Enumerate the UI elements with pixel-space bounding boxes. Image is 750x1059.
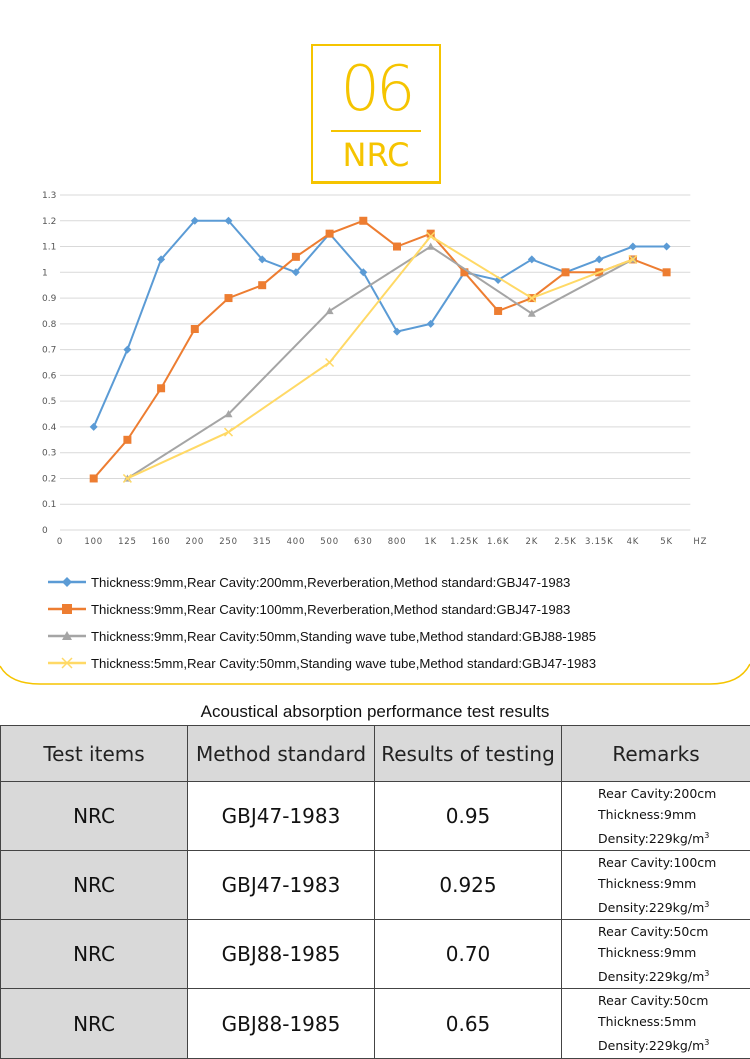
y-tick-label: 0.7 <box>42 346 56 356</box>
cell-remarks <box>562 782 750 851</box>
table-header-row <box>1 726 750 782</box>
x-tick-label: 125 <box>118 537 137 547</box>
header-test-items: Test items <box>1 726 188 782</box>
data-point <box>393 243 401 251</box>
section-number: 06 <box>313 52 439 125</box>
data-point <box>225 294 233 302</box>
data-point <box>663 268 671 276</box>
remark-density: $Density:229kg/m^3$ <box>598 963 749 987</box>
x-tick-label: 500 <box>320 537 339 547</box>
remark-cavity: Rear Cavity:50cm <box>598 921 749 942</box>
data-point <box>90 474 98 482</box>
remark-thickness: Thickness:5mm <box>598 1011 749 1032</box>
header-method-standard: Method standard <box>188 726 375 782</box>
x-tick-label: 315 <box>253 537 272 547</box>
remark-density: $Density:229kg/m^3$ <box>598 894 749 918</box>
header-remarks: Remarks <box>562 726 750 782</box>
cell-item: NRC <box>1 851 188 920</box>
cell-result: 0.925 <box>375 851 562 920</box>
remark-thickness: Thickness:9mm <box>598 873 749 894</box>
data-point <box>62 577 72 587</box>
y-tick-label: 0.3 <box>42 449 56 459</box>
remark-density: $Density:229kg/m^3$ <box>598 825 749 849</box>
table-row <box>1 851 750 920</box>
header-results: Results of testing <box>375 726 562 782</box>
decorative-divider-curve <box>0 600 750 690</box>
data-point <box>90 423 98 431</box>
cell-item: NRC <box>1 989 188 1058</box>
remark-cavity: Rear Cavity:50cm <box>598 990 749 1011</box>
x-tick-label: 2.5K <box>554 537 576 547</box>
y-tick-label: 0.1 <box>42 500 56 510</box>
x-tick-label: 0 <box>57 537 63 547</box>
y-tick-label: 0.4 <box>42 423 57 433</box>
y-tick-label: 1.3 <box>42 191 56 201</box>
y-tick-label: 0 <box>42 526 48 536</box>
x-tick-label: 400 <box>287 537 306 547</box>
cell-result: 0.70 <box>375 920 562 989</box>
table-row <box>1 989 750 1058</box>
section-badge <box>311 44 441 184</box>
cell-remarks <box>562 851 750 920</box>
x-tick-label: 5K <box>660 537 673 547</box>
x-tick-label: 1K <box>424 537 437 547</box>
remark-thickness: Thickness:9mm <box>598 804 749 825</box>
y-tick-label: 1.2 <box>42 217 56 227</box>
data-point <box>292 253 300 261</box>
data-point <box>326 230 334 238</box>
legend-item <box>48 575 570 590</box>
data-point <box>123 436 131 444</box>
section-title: NRC <box>313 136 439 174</box>
x-tick-label: 2K <box>526 537 539 547</box>
table-row <box>1 782 750 851</box>
remark-cavity: Rear Cavity:100cm <box>598 852 749 873</box>
remark-cavity: Rear Cavity:200cm <box>598 783 749 804</box>
data-point <box>663 243 671 251</box>
data-point <box>191 325 199 333</box>
cell-method: GBJ88-1985 <box>188 920 375 989</box>
results-table <box>0 725 750 1059</box>
x-tick-label: 250 <box>219 537 238 547</box>
cell-method: GBJ88-1985 <box>188 989 375 1058</box>
legend-label: Thickness:5mm,Rear Cavity:50mm,Standing wave tube,Method standard:GBJ47-1983 <box>91 656 596 671</box>
y-tick-label: 0.9 <box>42 294 57 304</box>
cell-remarks <box>562 989 750 1058</box>
x-tick-label: 160 <box>152 537 171 547</box>
y-tick-label: 0.8 <box>42 320 57 330</box>
x-tick-label: 3.15K <box>585 537 614 547</box>
y-tick-label: 0.5 <box>42 397 56 407</box>
x-tick-label: 1.6K <box>487 537 509 547</box>
badge-divider <box>331 130 421 132</box>
x-tick-label: 200 <box>185 537 204 547</box>
data-point <box>157 384 165 392</box>
data-point <box>123 346 131 354</box>
legend-label: Thickness:9mm,Rear Cavity:50mm,Standing wave tube,Method standard:GBJ88-1985 <box>91 629 596 644</box>
data-point <box>258 281 266 289</box>
legend-label: Thickness:9mm,Rear Cavity:100mm,Reverberation,Method standard:GBJ47-1983 <box>91 602 570 617</box>
x-tick-label: 100 <box>84 537 103 547</box>
y-tick-label: 0.2 <box>42 474 56 484</box>
x-tick-label: 4K <box>627 537 640 547</box>
cell-remarks <box>562 920 750 989</box>
cell-method: GBJ47-1983 <box>188 851 375 920</box>
data-point <box>393 328 401 336</box>
data-point <box>494 307 502 315</box>
legend-label: Thickness:9mm,Rear Cavity:200mm,Reverberation,Method standard:GBJ47-1983 <box>91 575 570 590</box>
table-title: Acoustical absorption performance test results <box>0 702 750 722</box>
cell-item: NRC <box>1 920 188 989</box>
remark-density: $Density:229kg/m^3$ <box>598 1032 749 1056</box>
table-row <box>1 920 750 989</box>
data-point <box>359 217 367 225</box>
data-point <box>595 255 603 263</box>
cell-item: NRC <box>1 782 188 851</box>
cell-result: 0.65 <box>375 989 562 1058</box>
y-tick-label: 1.1 <box>42 243 56 253</box>
data-point <box>326 359 334 367</box>
x-tick-label: 630 <box>354 537 373 547</box>
remark-thickness: Thickness:9mm <box>598 942 749 963</box>
x-tick-label: 800 <box>388 537 407 547</box>
x-tick-label: HZ <box>693 537 707 547</box>
data-point <box>629 243 637 251</box>
y-tick-label: 0.6 <box>42 371 57 381</box>
cell-result: 0.95 <box>375 782 562 851</box>
data-point <box>225 428 233 436</box>
x-tick-label: 1.25K <box>450 537 479 547</box>
y-tick-label: 1 <box>42 268 48 278</box>
data-point <box>562 268 570 276</box>
cell-method: GBJ47-1983 <box>188 782 375 851</box>
